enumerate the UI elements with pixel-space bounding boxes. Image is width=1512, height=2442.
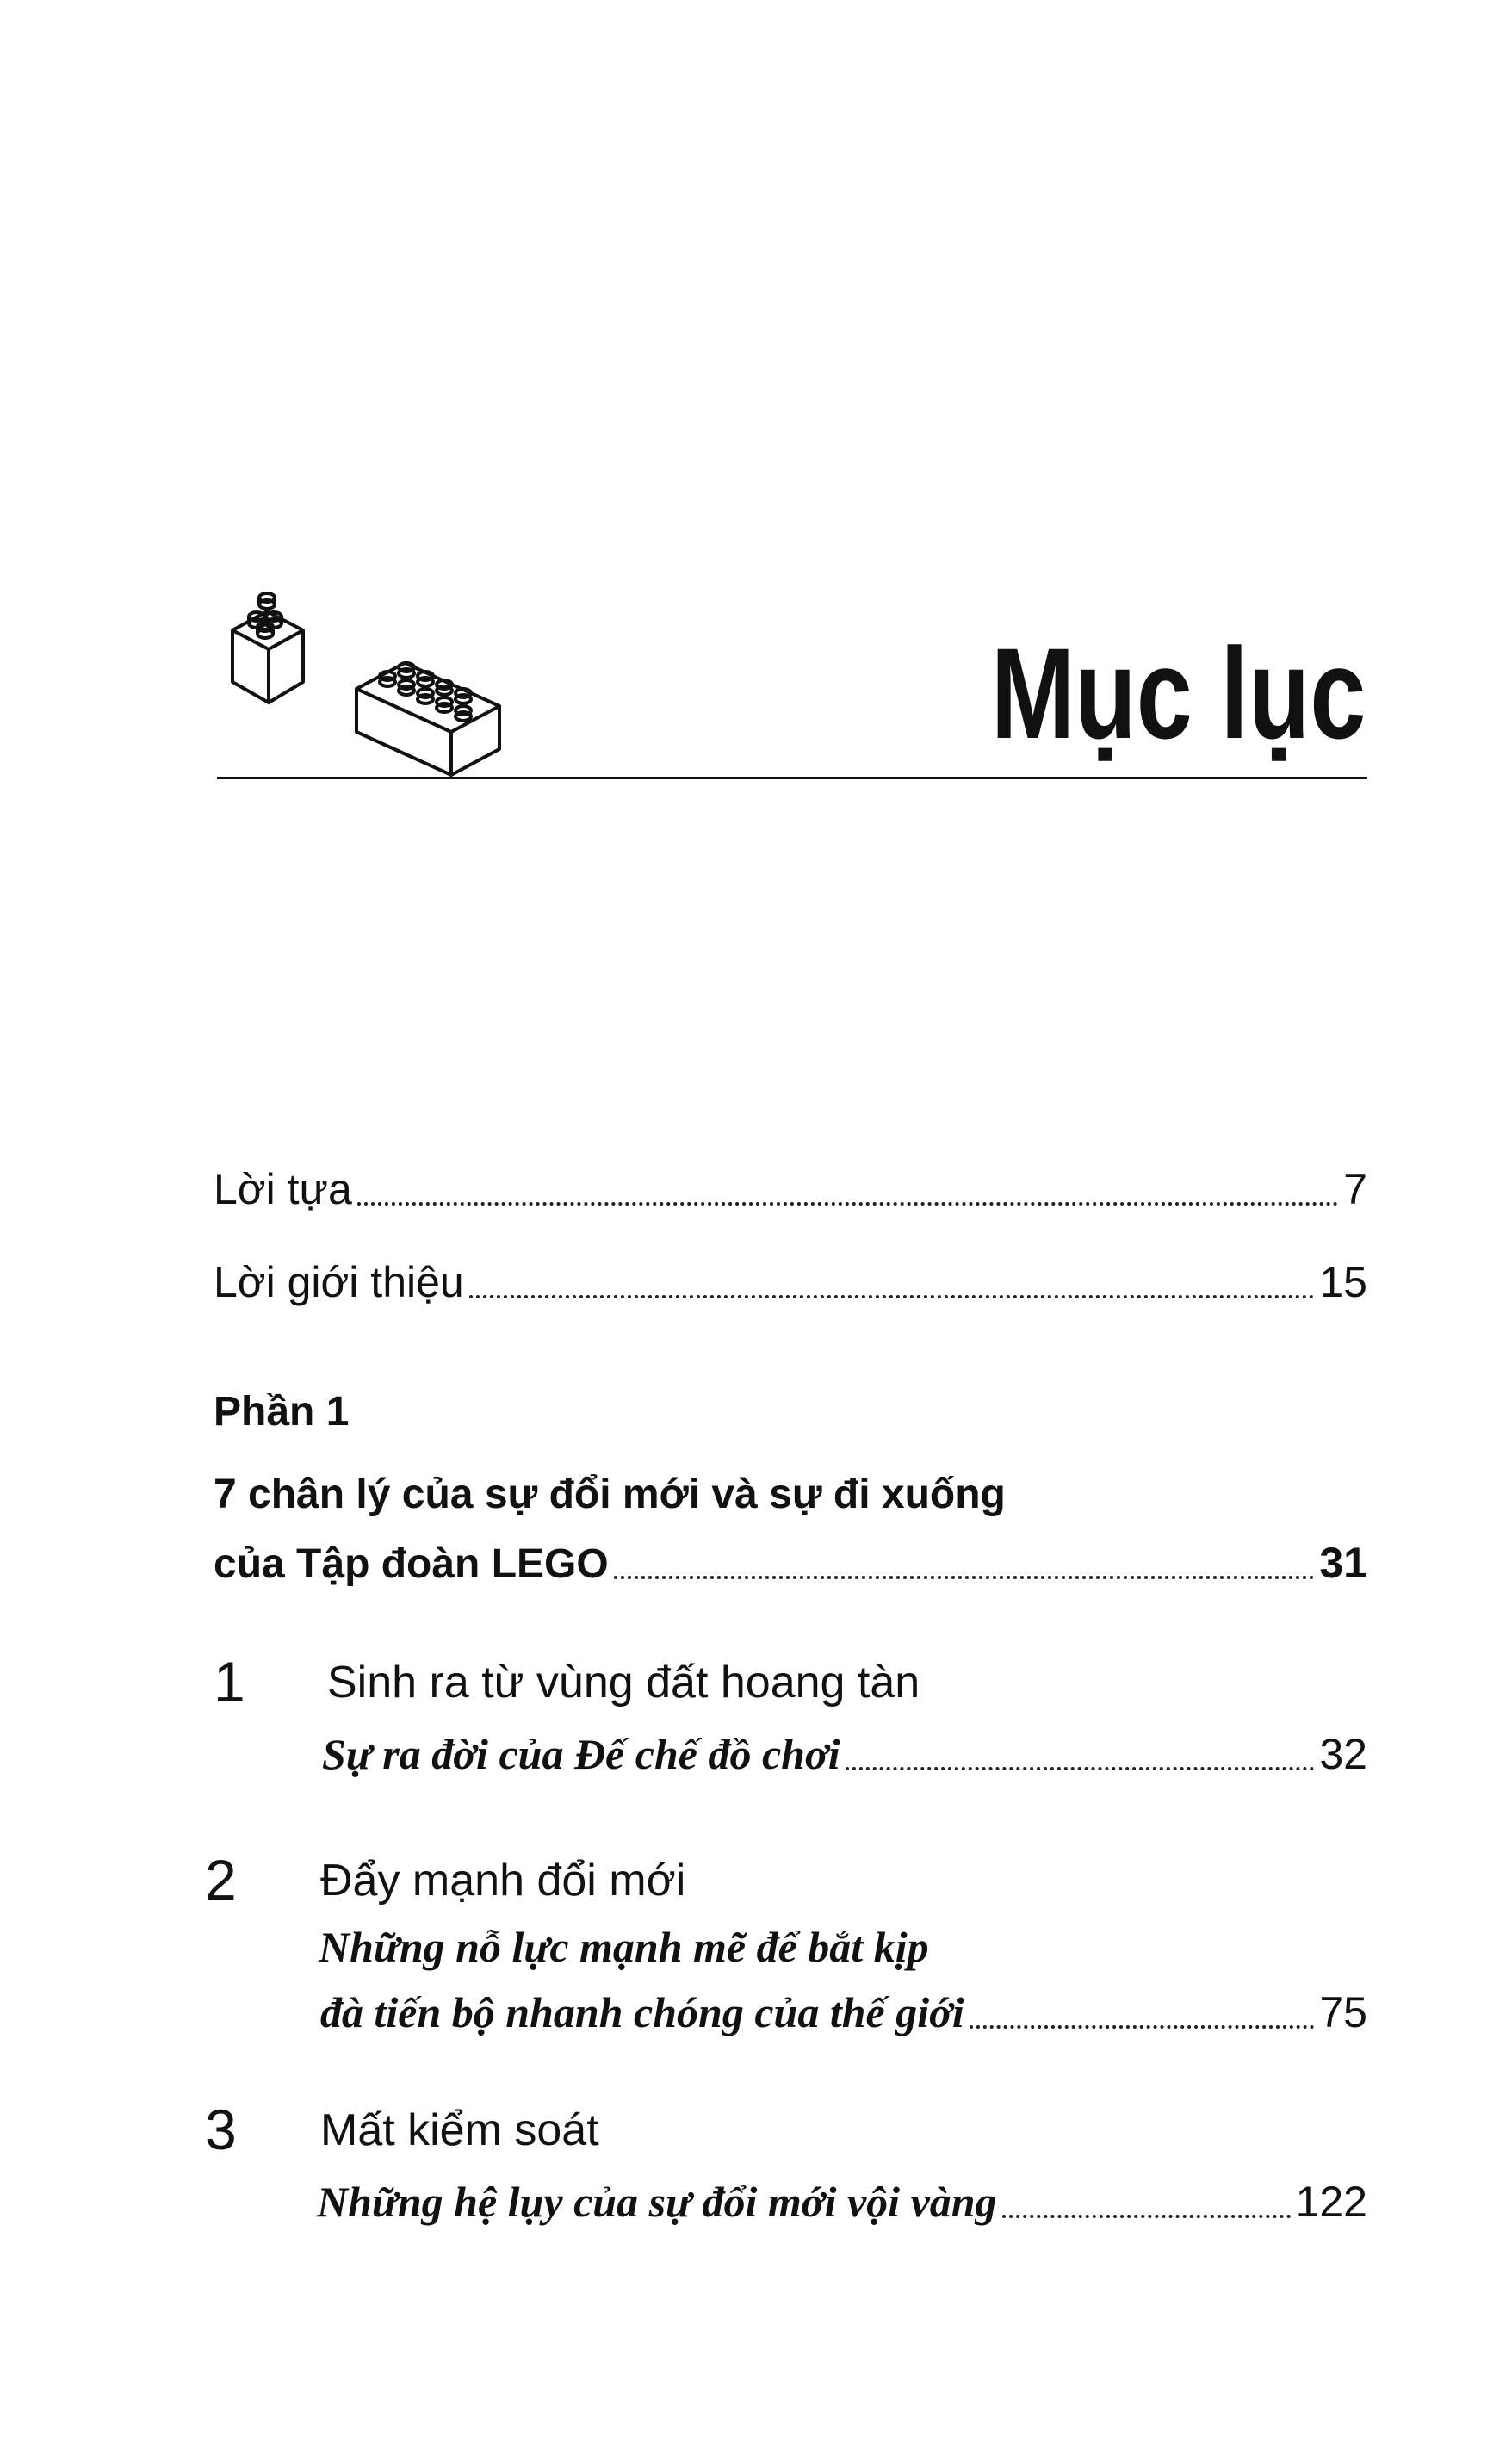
chapter-subtitle: Những nỗ lực mạnh mẽ để bắt kịp [319, 1923, 929, 1971]
toc-entry-page: 122 [1295, 2178, 1367, 2226]
dot-leader [1002, 2215, 1291, 2218]
toc-entry-page: 75 [1319, 1988, 1367, 2036]
chapter-title[interactable]: Đẩy mạnh đổi mới [320, 1856, 686, 1906]
chapter-number: 2 [205, 1848, 237, 1912]
dot-leader [469, 1295, 1315, 1298]
part-title-line-1: 7 chân lý của sự đổi mới và sự đi xuống [214, 1472, 1006, 1517]
toc-entry-page: 32 [1319, 1730, 1367, 1778]
toc-entry-preface[interactable] [214, 1164, 1367, 1214]
toc-entry-chapter-3[interactable] [317, 2177, 1367, 2227]
chapter-subtitle: Sự ra đời của Đế chế đồ chơi [322, 1730, 840, 1778]
toc-entry-chapter-2[interactable] [320, 1987, 1367, 2037]
lego-long-brick-icon [356, 663, 499, 775]
toc-entry-page: 15 [1319, 1258, 1367, 1306]
chapter-number: 3 [205, 2098, 237, 2161]
dot-leader [614, 1576, 1315, 1579]
chapter-title[interactable]: Sinh ra từ vùng đất hoang tàn [327, 1658, 920, 1708]
toc-entry-part-1[interactable] [214, 1538, 1367, 1588]
lego-bricks-icon [224, 586, 517, 784]
toc-entry-page: 7 [1343, 1165, 1367, 1213]
dot-leader [846, 1767, 1315, 1770]
part-title-line-2: của Tập đoàn LEGO [214, 1541, 609, 1587]
toc-entry-label: Lời giới thiệu [214, 1258, 464, 1306]
toc-entry-label: Lời tựa [214, 1165, 352, 1213]
toc-entry-chapter-1[interactable] [322, 1729, 1367, 1779]
chapter-number: 1 [214, 1650, 245, 1714]
chapter-title[interactable]: Mất kiểm soát [320, 2105, 599, 2155]
chapter-subtitle: Những hệ lụy của sự đổi mới vội vàng [317, 2178, 997, 2226]
dot-leader [357, 1202, 1338, 1206]
title-divider [217, 777, 1367, 779]
page-title: Mục lục [990, 621, 1366, 765]
chapter-subtitle: đà tiến bộ nhanh chóng của thế giới [320, 1988, 964, 2036]
toc-entry-page: 31 [1319, 1539, 1367, 1587]
part-label: Phần 1 [214, 1389, 350, 1435]
lego-cube-icon [232, 593, 303, 703]
toc-entry-introduction[interactable] [214, 1257, 1367, 1307]
dot-leader [970, 2025, 1315, 2029]
